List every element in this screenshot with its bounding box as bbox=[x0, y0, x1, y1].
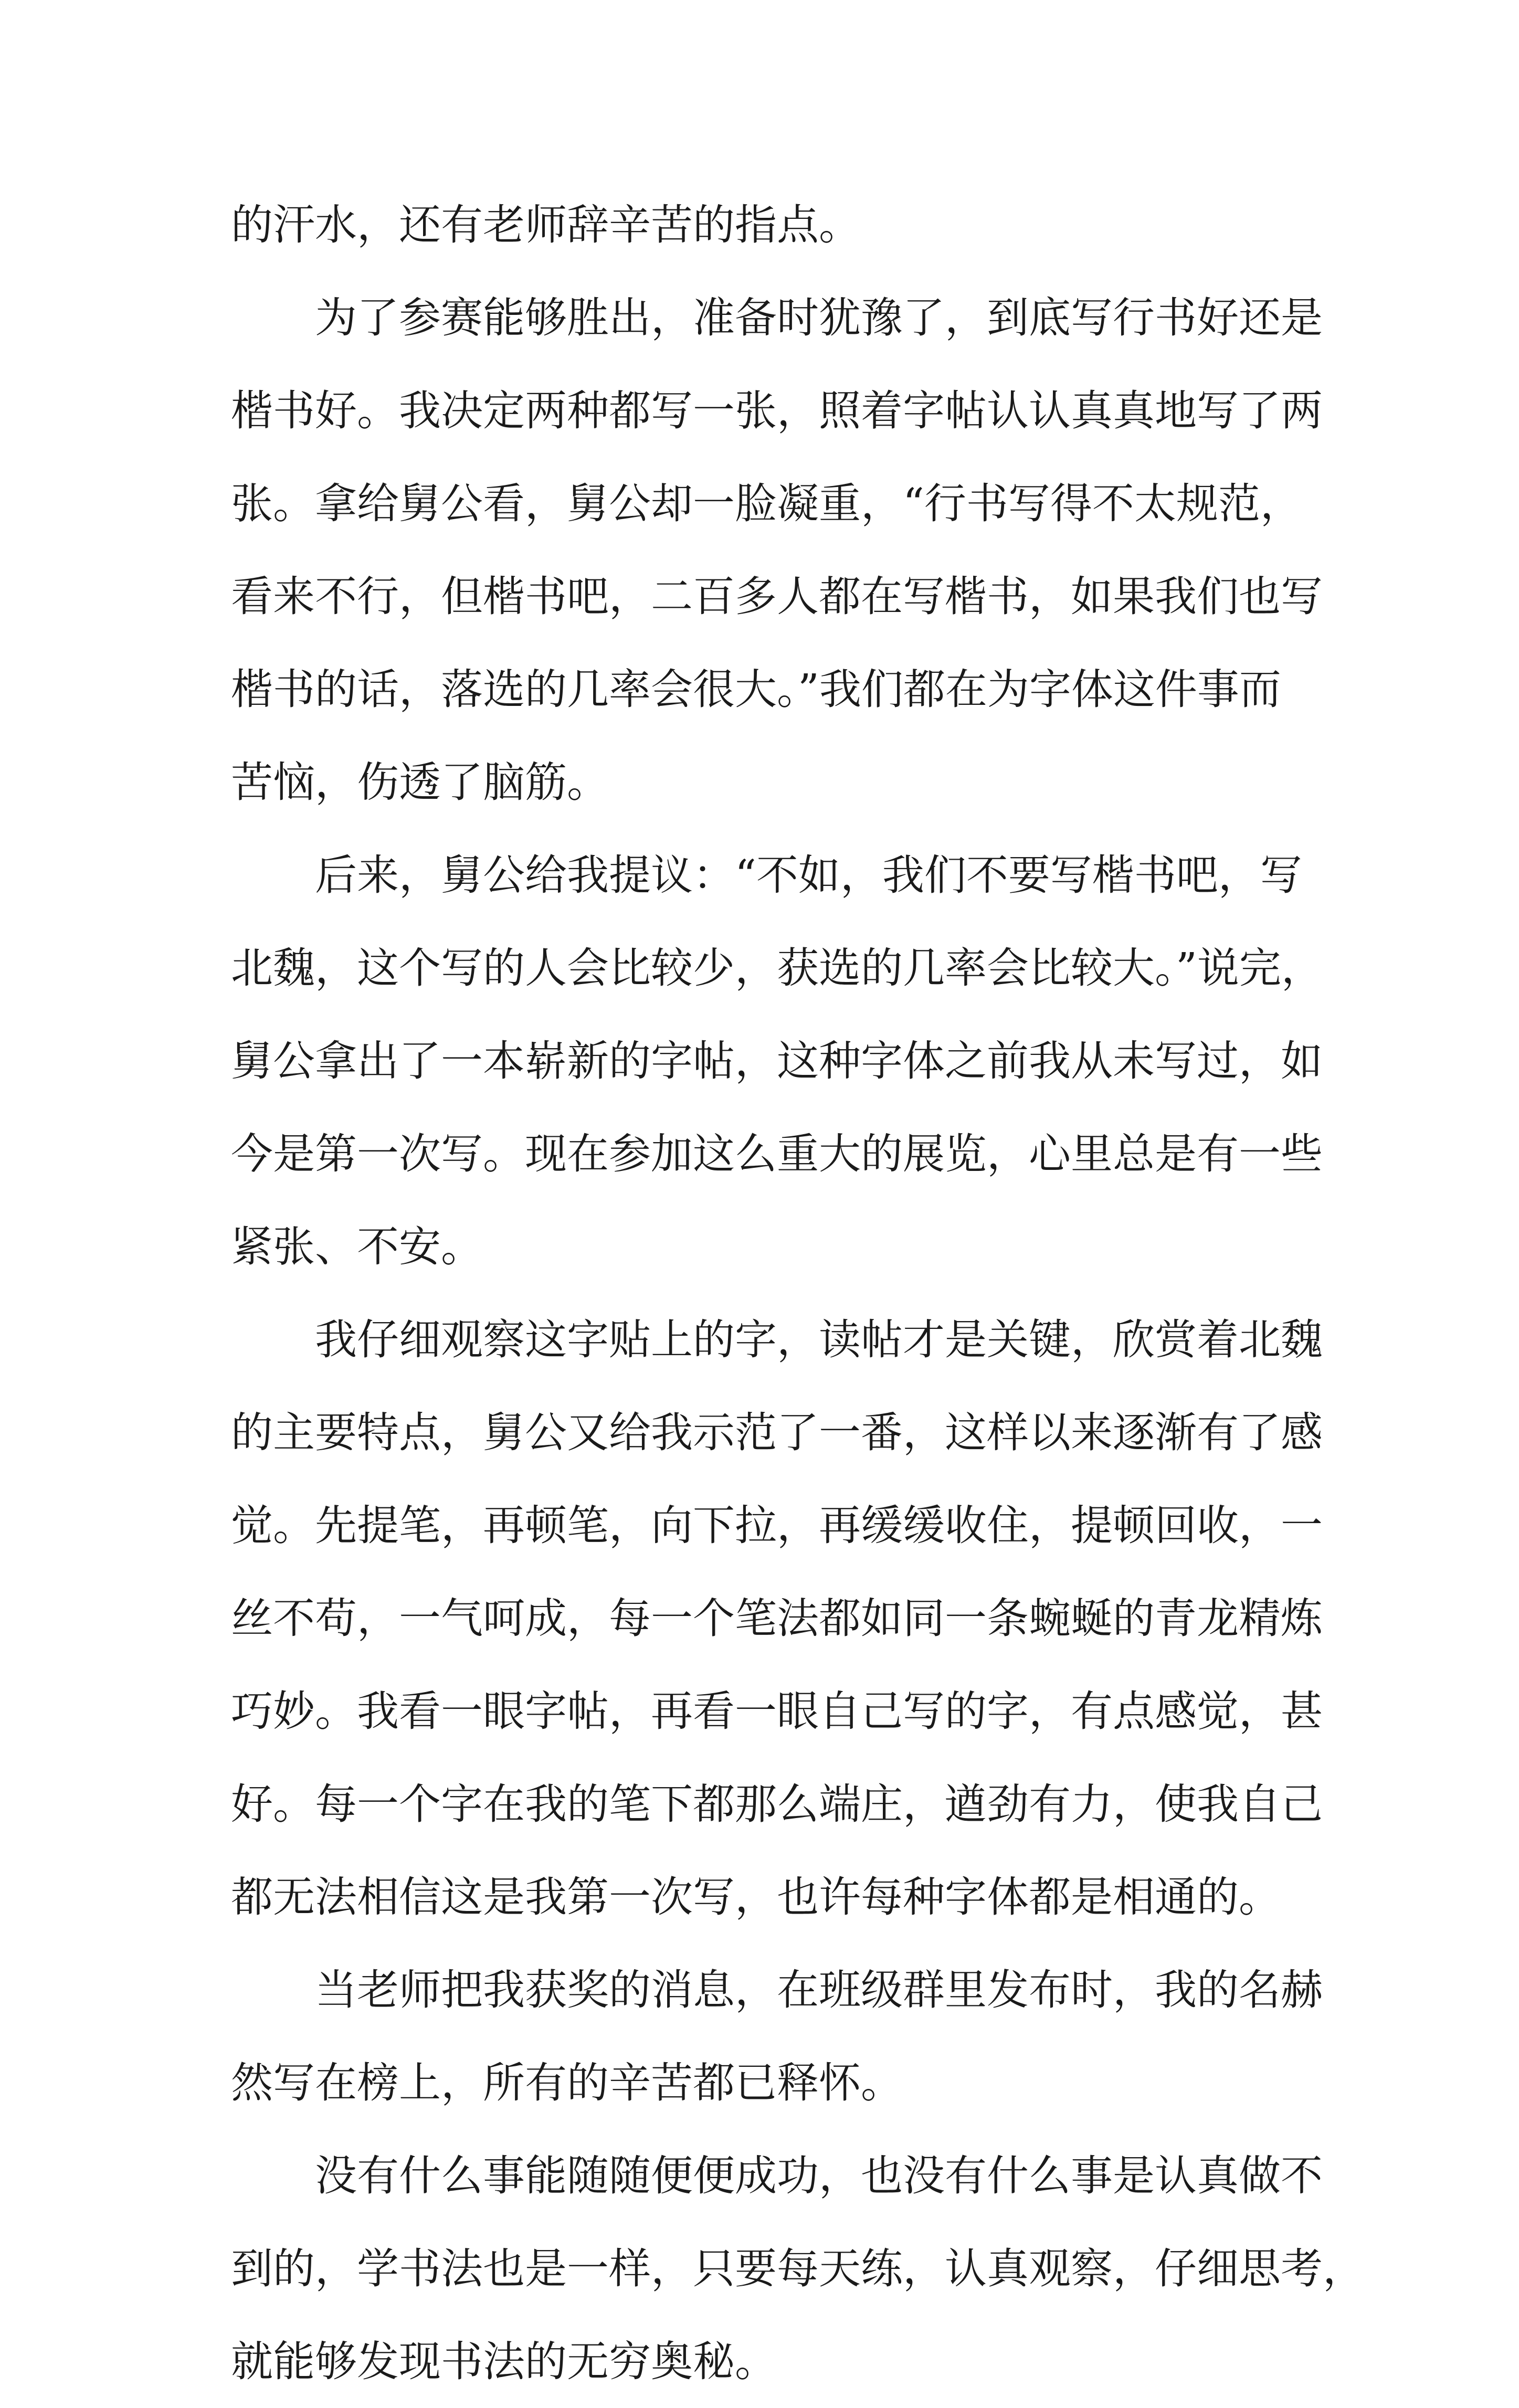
text-line: 好。每一个字在我的笔下都那么端庄，遒劲有力，使我自己 bbox=[231, 1780, 1323, 1829]
text-line: 今是第一次写。现在参加这么重大的展览，心里总是有一些 bbox=[231, 1129, 1323, 1178]
text-line: 然写在榜上，所有的辛苦都已释怀。 bbox=[231, 2058, 903, 2107]
text-line: 楷书好。我决定两种都写一张，照着字帖认认真真地写了两 bbox=[231, 386, 1323, 435]
text-line: 张。拿给舅公看，舅公却一脸凝重，“行书写得不太规范， bbox=[231, 479, 1302, 528]
text-line: 到的，学书法也是一样，只要每天练，认真观察，仔细思考， bbox=[231, 2244, 1365, 2293]
text-line: 巧妙。我看一眼字帖，再看一眼自己写的字，有点感觉，甚 bbox=[231, 1687, 1323, 1736]
text-line: 的汗水，还有老师辞辛苦的指点。 bbox=[231, 200, 861, 249]
text-line: 都无法相信这是我第一次写，也许每种字体都是相通的。 bbox=[231, 1873, 1281, 1921]
text-line: 的主要特点，舅公又给我示范了一番，这样以来逐渐有了感 bbox=[231, 1408, 1323, 1457]
text-line: 紧张、不安。 bbox=[231, 1222, 483, 1271]
text-line: 苦恼，伤透了脑筋。 bbox=[231, 758, 609, 807]
text-line: 看来不行，但楷书吧，二百多人都在写楷书，如果我们也写 bbox=[231, 572, 1323, 621]
text-line: 后来，舅公给我提议：“不如，我们不要写楷书吧，写 bbox=[315, 851, 1302, 900]
text-line: 楷书的话，落选的几率会很大。”我们都在为字体这件事而 bbox=[231, 665, 1281, 714]
text-line: 没有什么事能随随便便成功，也没有什么事是认真做不 bbox=[315, 2151, 1323, 2200]
essay-body bbox=[231, 178, 1365, 2408]
text-line: 就能够发现书法的无穷奥秘。 bbox=[231, 2337, 777, 2386]
text-line: 我仔细观察这字贴上的字，读帖才是关键，欣赏着北魏 bbox=[315, 1315, 1323, 1364]
text-line: 当老师把我获奖的消息，在班级群里发布时，我的名赫 bbox=[315, 1966, 1323, 2014]
text-line: 觉。先提笔，再顿笔，向下拉，再缓缓收住，提顿回收，一 bbox=[231, 1501, 1323, 1550]
text-line: 为了参赛能够胜出，准备时犹豫了，到底写行书好还是 bbox=[315, 293, 1323, 342]
text-line: 舅公拿出了一本崭新的字帖，这种字体之前我从未写过，如 bbox=[231, 1037, 1323, 1085]
text-line: 北魏，这个写的人会比较少，获选的几率会比较大。”说完， bbox=[231, 944, 1323, 992]
text-line: 丝不苟，一气呵成，每一个笔法都如同一条蜿蜒的青龙精炼 bbox=[231, 1594, 1323, 1643]
